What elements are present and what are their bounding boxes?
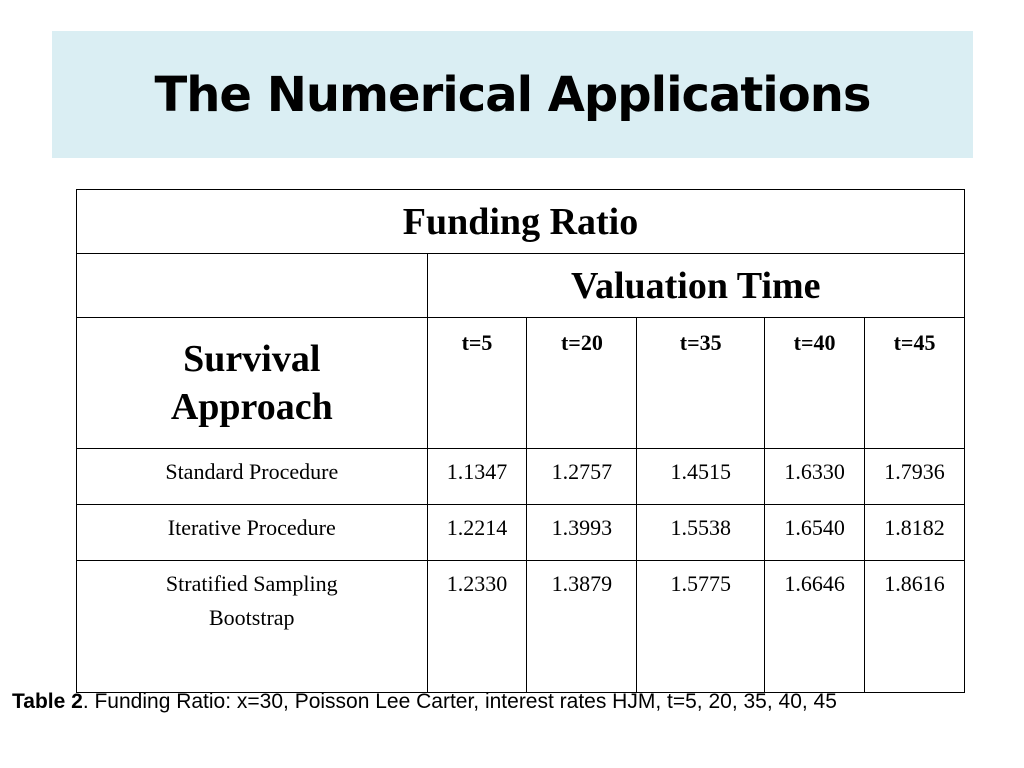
table-cell: 1.6540 [765,505,865,561]
slide-title: The Numerical Applications [154,66,871,123]
table-cell: 1.3993 [527,505,637,561]
caption-label: Table 2 [12,690,83,713]
table-row [77,505,965,561]
column-header: t=20 [527,318,637,449]
table-subheader-valuation-time: Valuation Time [427,254,964,318]
table-subheader-row [77,254,965,318]
row-label-line-1: Stratified Sampling [165,571,338,596]
column-header: t=45 [865,318,965,449]
title-banner [52,31,973,158]
table-cell: 1.2757 [527,449,637,505]
table-row [77,561,965,693]
row-label: Standard Procedure [77,449,428,505]
row-label: Iterative Procedure [77,505,428,561]
table-column-header-row [77,318,965,449]
table-cell: 1.4515 [637,449,765,505]
row-header-survival-approach [77,318,428,449]
table-header-funding-ratio: Funding Ratio [77,190,965,254]
column-header: t=35 [637,318,765,449]
table-cell: 1.3879 [527,561,637,693]
table-cell: 1.6646 [765,561,865,693]
table-cell: 1.2330 [427,561,527,693]
table-caption [12,690,837,714]
table-cell: 1.5538 [637,505,765,561]
table-cell: 1.5775 [637,561,765,693]
table-cell: 1.1347 [427,449,527,505]
empty-cell [77,254,428,318]
table-header-row [77,190,965,254]
column-header: t=40 [765,318,865,449]
column-header: t=5 [427,318,527,449]
table-cell: 1.7936 [865,449,965,505]
table-cell: 1.8616 [865,561,965,693]
row-header-line-2: Approach [170,386,333,428]
table-cell: 1.2214 [427,505,527,561]
table-cell: 1.8182 [865,505,965,561]
table-row [77,449,965,505]
funding-ratio-table [76,189,965,693]
row-label [77,561,428,693]
caption-text: . Funding Ratio: x=30, Poisson Lee Carter, interest rates HJM, t=5, 20, 35, 40, 45 [82,690,837,713]
row-header-line-1: Survival [183,338,321,380]
row-label-line-2: Bootstrap [208,605,295,630]
table-cell: 1.6330 [765,449,865,505]
